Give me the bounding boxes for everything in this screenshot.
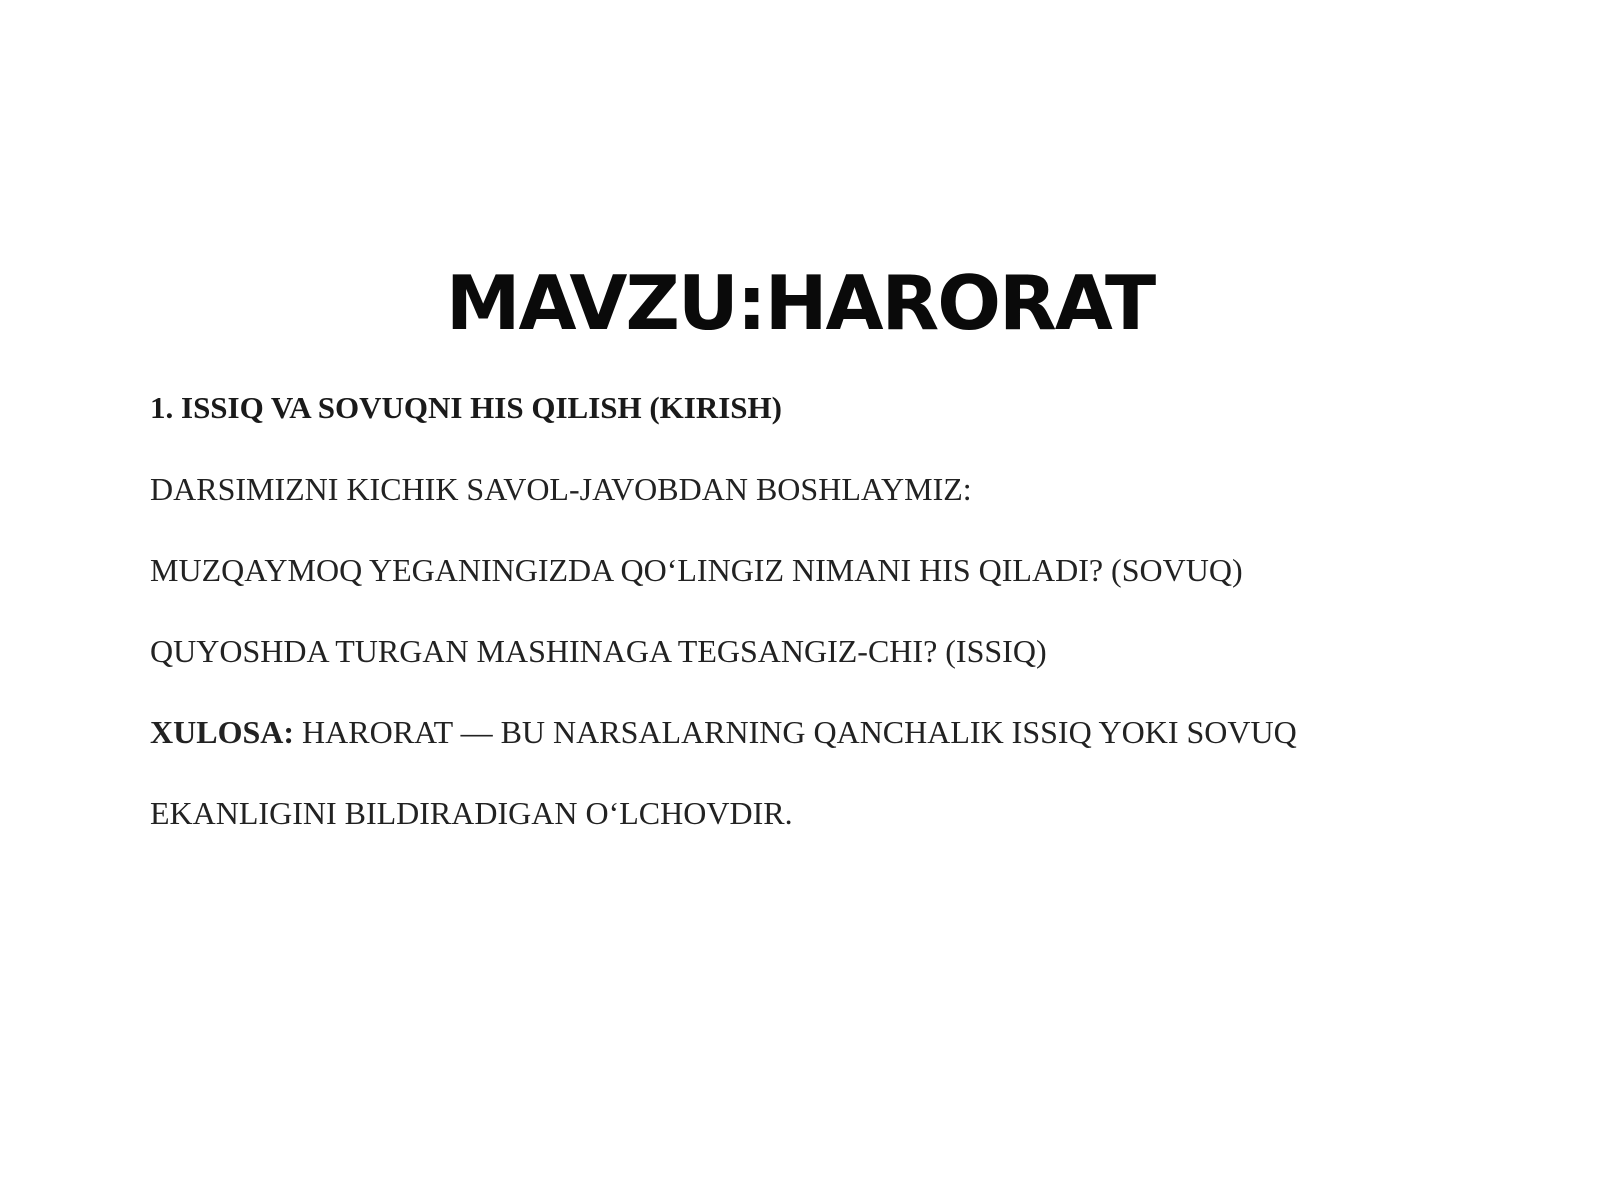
body-line-intro: DARSIMIZNI KICHIK SAVOL-JAVOBDAN BOSHLAYMIZ: — [150, 471, 972, 507]
slide-body — [150, 388, 1550, 874]
slide-title: MAVZU:HARORAT — [445, 259, 1155, 347]
body-line-question-hot: QUYOSHDA TURGAN MASHINAGA TEGSANGIZ-CHI? (ISSIQ) — [150, 633, 1047, 669]
conclusion-label: XULOSA: — [150, 714, 295, 750]
conclusion-text: HARORAT — BU NARSALARNING QANCHALIK ISSIQ YOKI SOVUQ — [294, 714, 1297, 750]
conclusion-line — [150, 712, 1550, 793]
section-heading: 1. ISSIQ VA SOVUQNI HIS QILISH (KIRISH) — [150, 390, 782, 425]
body-line-question-cold: MUZQAYMOQ YEGANINGIZDA QO‘LINGIZ NIMANI HIS QILADI? (SOVUQ) — [150, 552, 1243, 588]
conclusion-continuation: EKANLIGINI BILDIRADIGAN O‘LCHOVDIR. — [150, 795, 793, 831]
